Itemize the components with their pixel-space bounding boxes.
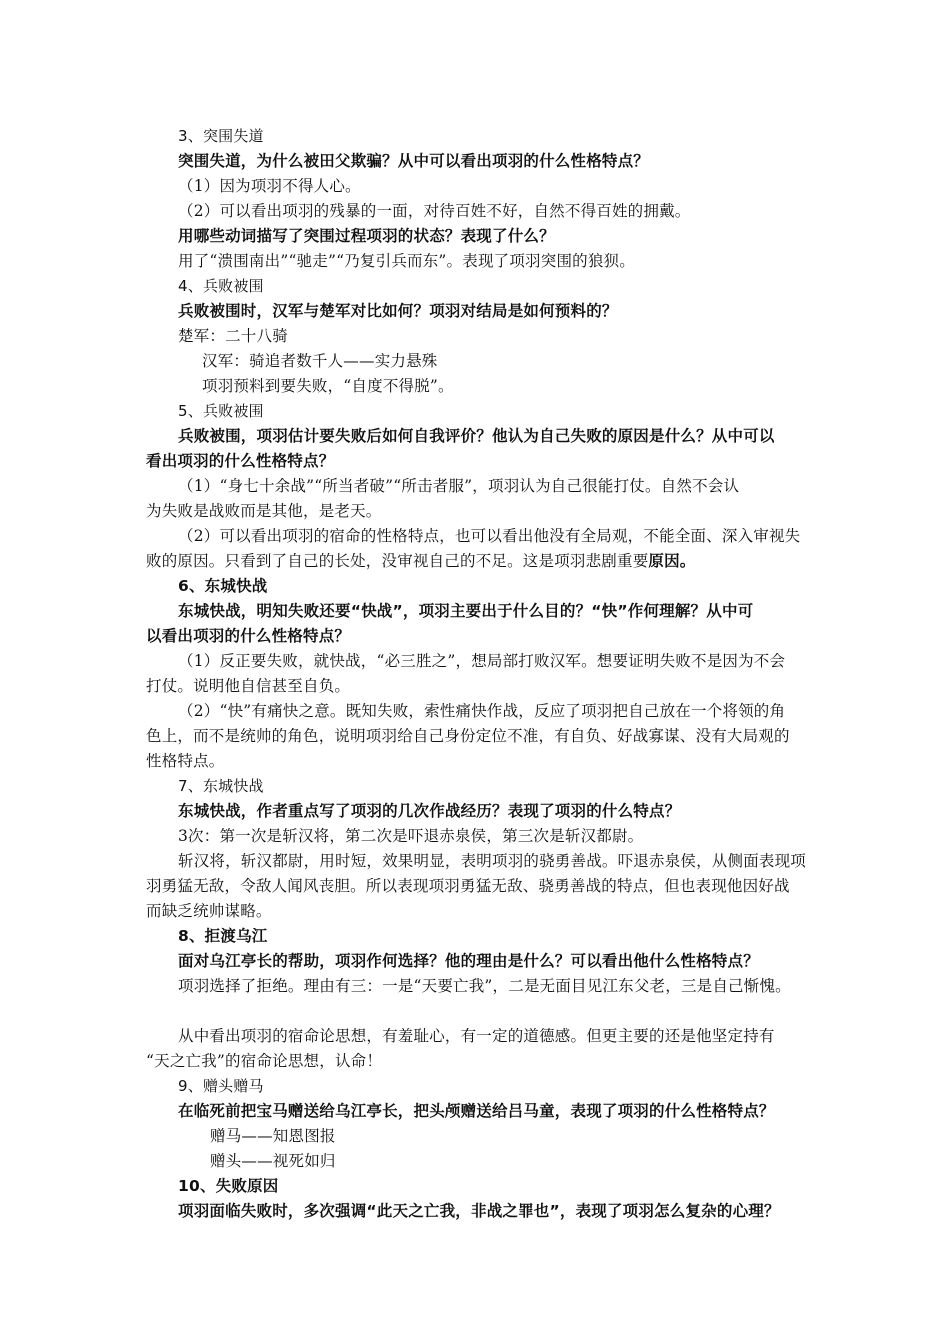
answer-text: 性格特点。 xyxy=(146,752,225,770)
answer-text: 用了“溃围南出”“驰走”“乃复引兵而东”。表现了项羽突围的狼狈。 xyxy=(178,252,635,270)
section-heading-8: 8、拒渡乌江 xyxy=(178,927,268,945)
answer-text: 赠头——视死如归 xyxy=(210,1152,336,1170)
section-heading-6: 6、东城快战 xyxy=(178,577,268,595)
question-text: 兵败被围，项羽估计要失败后如何自我评价？他认为自己失败的原因是什么？从中可以 xyxy=(178,427,775,445)
answer-text: 项羽预料到要失败，“自度不得脱”。 xyxy=(202,377,454,395)
section-heading-4: 4、兵败被围 xyxy=(178,277,264,295)
answer-text: （2）可以看出项羽的残暴的一面，对待百姓不好，自然不得百姓的拥戴。 xyxy=(178,202,691,220)
answer-text: （2）“快”有痛快之意。既知失败，索性痛快作战，反应了项羽把自己放在一个将领的角 xyxy=(178,702,786,720)
question-text: 面对乌江亭长的帮助，项羽作何选择？他的理由是什么？可以看出他什么性格特点？ xyxy=(178,952,759,970)
emphasis-text: 原因。 xyxy=(648,552,696,570)
answer-text: （1）“身七十余战”“所当者破”“所击者服”，项羽认为自己很能打仗。自然不会认 xyxy=(178,477,740,495)
question-text: 在临死前把宝马赠送给乌江亭长，把头颅赠送给吕马童，表现了项羽的什么性格特点？ xyxy=(178,1102,775,1120)
answer-text: 赠马——知恩图报 xyxy=(210,1127,336,1145)
question-text: 看出项羽的什么性格特点？ xyxy=(146,452,335,470)
answer-text: 斩汉将，斩汉都尉，用时短，效果明显，表明项羽的骁勇善战。吓退赤泉侯，从侧面表现项 xyxy=(178,852,807,870)
question-text: 项羽面临失败时，多次强调“此天之亡我，非战之罪也”，表现了项羽怎么复杂的心理？ xyxy=(178,1202,780,1220)
answer-text: 汉军：骑追者数千人——实力悬殊 xyxy=(202,352,438,370)
answer-text: 打仗。说明他自信甚至自负。 xyxy=(146,677,351,695)
question-text: 以看出项羽的什么性格特点？ xyxy=(146,627,351,645)
section-heading-7: 7、东城快战 xyxy=(178,777,264,795)
answer-text: 而缺乏统帅谋略。 xyxy=(146,902,272,920)
answer-text: （1）因为项羽不得人心。 xyxy=(178,177,361,195)
answer-text: （1）反正要失败，就快战，“必三胜之”，想局部打败汉军。想要证明失败不是因为不会 xyxy=(178,652,786,670)
answer-text: 楚军：二十八骑 xyxy=(178,327,288,345)
answer-text: 3次：第一次是斩汉将，第二次是吓退赤泉侯，第三次是斩汉都尉。 xyxy=(178,827,644,845)
answer-text: 羽勇猛无敌，令敌人闻风丧胆。所以表现项羽勇猛无敌、骁勇善战的特点，但也表现他因好战 xyxy=(146,877,790,895)
answer-text: （2）可以看出项羽的宿命的性格特点，也可以看出他没有全局观，不能全面、深入审视失 xyxy=(178,527,801,545)
answer-text: 败的原因。只看到了自己的长处，没审视自己的不足。这是项羽悲剧重要原因。 xyxy=(146,552,696,570)
question-text: 兵败被围时，汉军与楚军对比如何？项羽对结局是如何预料的？ xyxy=(178,302,618,320)
question-text: 东城快战，明知失败还要“快战”，项羽主要出于什么目的？“快”作何理解？从中可 xyxy=(178,602,754,620)
answer-text: 项羽选择了拒绝。理由有三：一是“天要亡我”，二是无面目见江东父老，三是自己惭愧。 xyxy=(178,977,791,995)
section-heading-3: 3、突围失道 xyxy=(178,127,264,145)
answer-text: “天之亡我”的宿命论思想，认命！ xyxy=(146,1052,383,1070)
section-heading-10: 10、失败原因 xyxy=(178,1177,279,1195)
question-text: 突围失道，为什么被田父欺骗？从中可以看出项羽的什么性格特点？ xyxy=(178,152,650,170)
answer-text: 为失败是战败而是其他，是老天。 xyxy=(146,502,382,520)
section-heading-5: 5、兵败被围 xyxy=(178,402,264,420)
answer-text: 色上，而不是统帅的角色，说明项羽给自己身份定位不准，有自负、好战寡谋、没有大局观的 xyxy=(146,727,790,745)
section-heading-9: 9、赠头赠马 xyxy=(178,1077,264,1095)
question-text: 东城快战，作者重点写了项羽的几次作战经历？表现了项羽的什么特点？ xyxy=(178,802,681,820)
question-text: 用哪些动词描写了突围过程项羽的状态？表现了什么？ xyxy=(178,227,555,245)
answer-text: 从中看出项羽的宿命论思想，有羞耻心，有一定的道德感。但更主要的还是他坚定持有 xyxy=(178,1027,775,1045)
